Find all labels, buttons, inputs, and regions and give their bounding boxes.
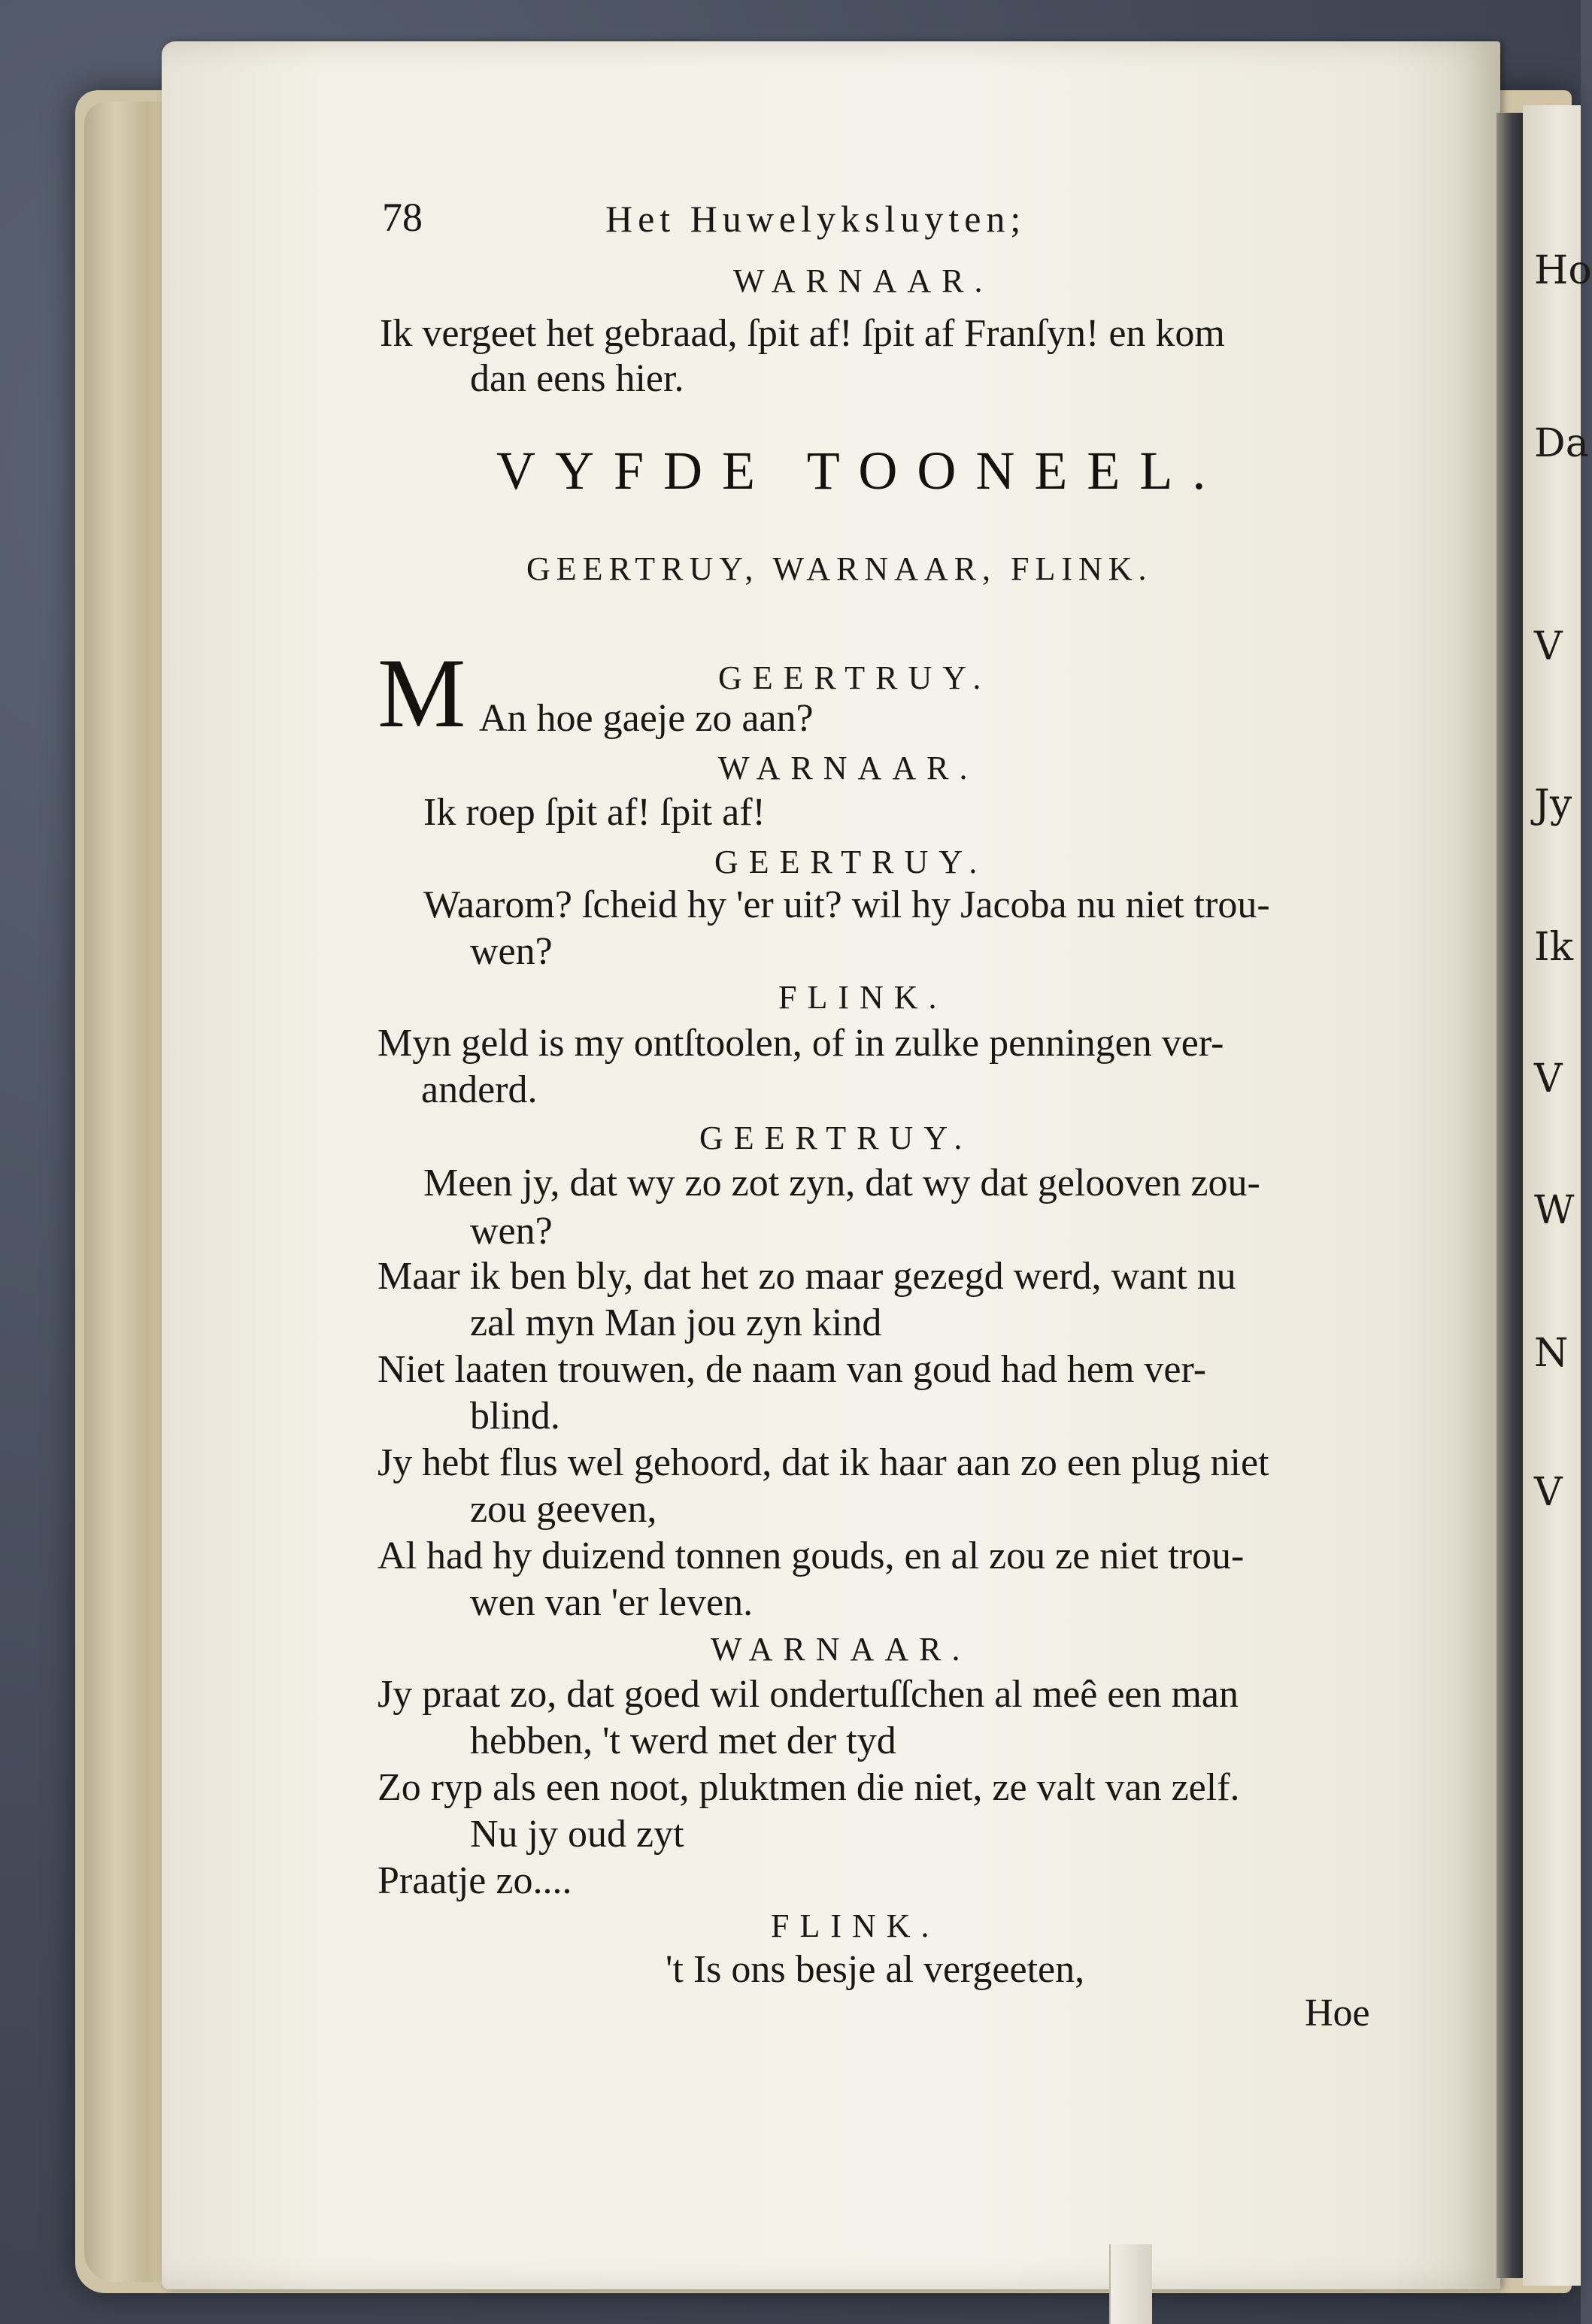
cast-list: GEERTRUY, WARNAAR, FLINK. [526,550,1153,587]
text-line: Maar ik ben bly, dat het zo maar gezegd werd, want nu [378,1255,1236,1298]
page-bookmark-tab [1109,2244,1152,2324]
speaker-name: WARNAAR. [733,262,993,299]
speaker-name: FLINK. [778,979,948,1016]
text-line: hebben, 't werd met der tyd [470,1720,896,1762]
facing-page-fragment: Ho [1534,248,1592,293]
text-line: Meen jy, dat wy zo zot zyn, dat wy dat gelooven zou- [423,1162,1260,1204]
text-line: blind. [470,1395,560,1438]
text-line: anderd. [421,1068,538,1111]
text-line: zal myn Man jou zyn kind [470,1301,882,1344]
facing-page-fragment: N [1534,1331,1569,1376]
text-line: Jy hebt flus wel gehoord, dat ik haar aan zo een plug niet [378,1441,1269,1484]
text-line: Ik vergeet het gebraad, ſpit af! ſpit af Franſyn! en kom [380,312,1225,355]
scene-title: VYFDE TOONEEL. [496,441,1226,501]
facing-page-fragment: V [1534,624,1563,669]
speaker-name: GEERTRUY. [699,1120,973,1156]
facing-page-fragment: W [1534,1188,1575,1233]
text-line: Ik roep ſpit af! ſpit af! [423,791,766,834]
facing-page-fragment: V [1534,1470,1563,1515]
text-line: Jy praat zo, dat goed wil ondertuſſchen al meê een man [378,1673,1239,1716]
text-line: Niet laaten trouwen, de naam van goud had hem ver- [378,1348,1207,1391]
text-line: Al had hy duizend tonnen gouds, en al zou ze niet trou- [378,1535,1245,1577]
speaker-name: GEERTRUY. [718,659,992,696]
text-line: Praatje zo.... [378,1859,572,1902]
text-line: wen van 'er leven. [470,1581,754,1624]
text-line: zou geeven, [470,1488,657,1531]
running-head: Het Huwelyksluyten; [605,198,1026,240]
text-line: Myn geld is my ontſtoolen, of in zulke penningen ver- [378,1022,1224,1065]
speaker-name: WARNAAR. [711,1631,971,1668]
text-line: Nu jy oud zyt [470,1813,684,1856]
facing-page-fragment: V [1534,1056,1563,1101]
text-line: An hoe gaeje zo aan? [479,697,814,740]
drop-cap: M [378,638,466,748]
text-line: Zo ryp als een noot, pluktmen die niet, ze valt van zelf. [378,1766,1240,1809]
speaker-name: GEERTRUY. [714,844,988,880]
text-line: dan eens hier. [470,357,684,400]
speaker-name: WARNAAR. [718,750,978,786]
book-gutter [1496,113,1523,2278]
text-line: 't Is ons besje al vergeeten, [666,1948,1085,1991]
facing-page-fragment: Jy [1534,782,1572,827]
text-line: Waarom? ſcheid hy 'er uit? wil hy Jacoba nu niet trou- [423,883,1270,926]
facing-page-fragment: Da [1534,421,1589,466]
text-line: wen? [470,1210,553,1253]
text-line: wen? [470,930,553,973]
speaker-name: FLINK. [771,1907,940,1944]
catchword: Hoe [1305,1992,1370,2035]
page-number: 78 [382,195,423,240]
facing-page-fragment: Ik [1534,925,1574,970]
